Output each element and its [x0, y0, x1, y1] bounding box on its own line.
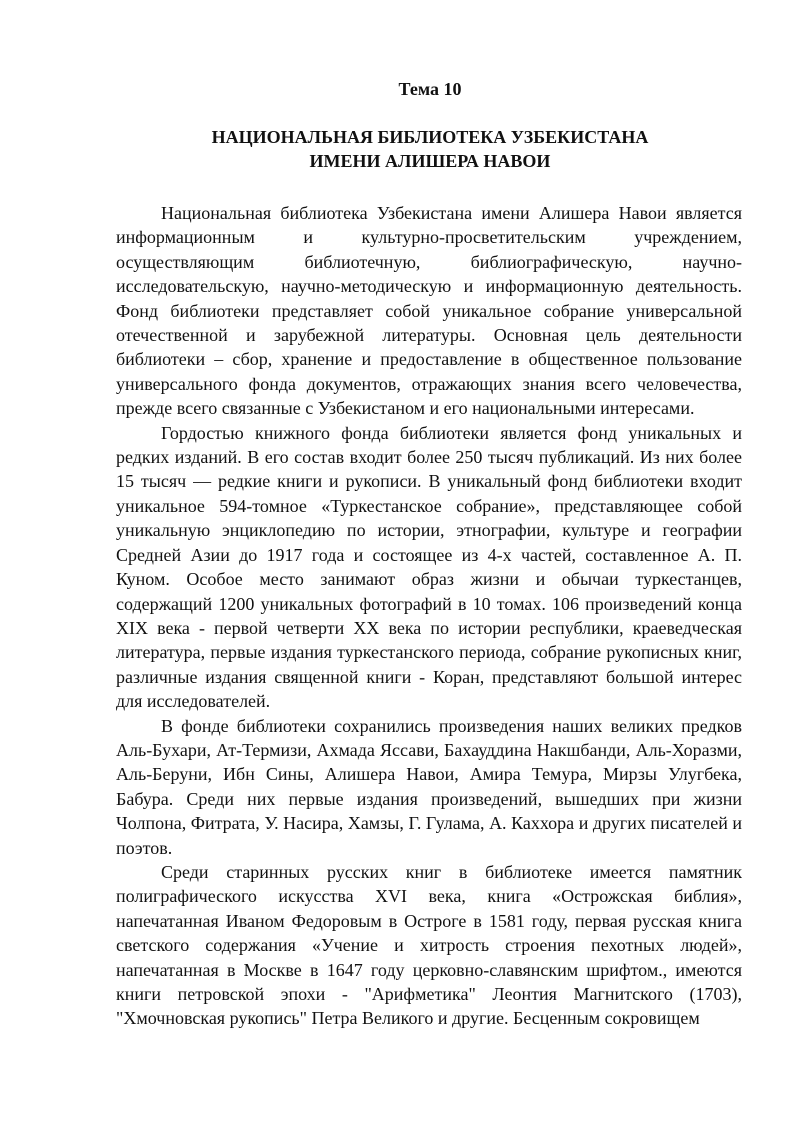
title-line-2: ИМЕНИ АЛИШЕРА НАВОИ: [309, 150, 551, 171]
document-title: [0, 126, 800, 173]
paragraph-2: Гордостью книжного фонда библиотеки является фонд уникальных и редких изданий. В его состав входит более 250 тысяч публикаций. Из них более 15 тысяч — редкие книги и рукописи. В уникальный фонд библиотеки входит уникальное 594-томное «Туркестанское собрание», представляющее собой уникальную энциклопедию по истории, этнографии, культуре и географии Средней Азии до 1917 года и состоящее из 4-х частей, составленное А. П. Куном. Особое место занимают образ жизни и обычаи туркестанцев, содержащий 1200 уникальных фотографий в 10 томах. 106 произведений конца XIX века - первой четверти XX века по истории республики, краеведческая литература, первые издания туркестанского периода, собрание рукописных книг, различные издания священной книги - Коран, представляют большой интерес для исследователей.: [116, 422, 742, 712]
paragraph-3: В фонде библиотеки сохранились произведения наших великих предков Аль-Бухари, Ат-Термизи, Ахмада Яссави, Бахауддина Накшбанди, Аль-Хоразми, Аль-Беруни, Ибн Сины, Алишера Навои, Амира Темура, Мирзы Улугбека, Бабура. Среди них первые издания произведений, вышедших при жизни Чолпона, Фитрата, У. Насира, Хамзы, Г. Гулама, А. Каххора и других писателей и поэтов.: [116, 715, 742, 858]
title-line-1: НАЦИОНАЛЬНАЯ БИБЛИОТЕКА УЗБЕКИСТАНА: [211, 127, 649, 147]
topic-heading: Тема 10: [398, 79, 462, 99]
paragraph-4: Среди старинных русских книг в библиотеке имеется памятник полиграфического искусства XVI века, книга «Острожская библия», напечатанная Иваном Федоровым в Остроге в 1581 году, первая русская книга светского содержания «Учение и хитрость строения пехотных людей», напечатанная в Москве в 1647 году церковно-славянским шрифтом., имеются книги петровской эпохи - "Арифметика" Леонтия Магнитского (1703), "Хмочновская рукопись" Петра Великого и другие. Бесценным сокровищем: [116, 861, 742, 1029]
body-text: [116, 201, 742, 1031]
paragraph-1: Национальная библиотека Узбекистана имени Алишера Навои является информационным и культурно-просветительским учреждением, осуществляющим библиотечную, библиографическую, научно-исследовательскую, научно-методическую и информационную деятельность. Фонд библиотеки представляет собой уникальное собрание универсальной отечественной и зарубежной литературы. Основная цель деятельности библиотеки – сбор, хранение и предоставление в общественное пользование универсального фонда документов, отражающих знания всего человечества, прежде всего связанные с Узбекистаном и его национальными интересами.: [116, 203, 742, 419]
